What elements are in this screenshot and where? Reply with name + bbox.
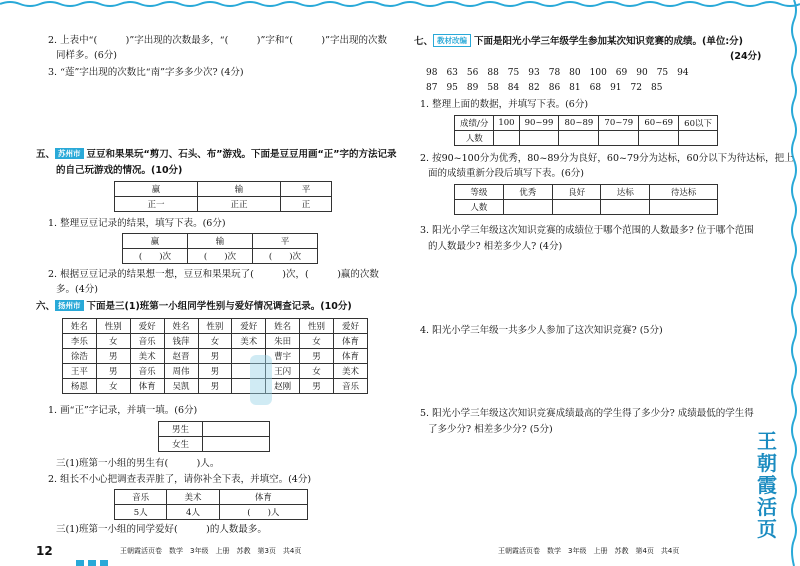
page-number: 12 [36,544,53,558]
survey-cell: 男 [96,364,130,379]
survey-header: 姓名 [63,319,97,334]
survey-cell: 女 [300,364,334,379]
section-6-q2: 2. 组长不小心把调查表弄脏了，请你补全下表，并填空。(4分) [48,474,312,485]
survey-cell: 音乐 [334,379,368,394]
survey-cell: 赵刚 [266,379,300,394]
range-header: 100 [494,116,519,131]
survey-cell: 男 [198,364,232,379]
hobby-table [114,489,308,520]
survey-cell: 女 [96,334,130,349]
survey-table [62,318,368,394]
section-7-q3: 3. 阳光小学三年级这次知识竞赛的成绩位于哪个范围的人数最多? 位于哪个范围 [420,225,754,236]
footer-bar [76,560,84,566]
section-7-q3-cont: 的人数最少? 相差多少人? (4分) [428,241,563,252]
section-7-title-text: 下面是阳光小学三年级学生参加某次知识竞赛的成绩。(单位:分) [474,36,743,47]
top-wave-border [0,0,800,14]
survey-cell: 男 [96,349,130,364]
range-header: 90~99 [519,116,559,131]
tally-value: 正 [281,197,332,212]
survey-cell: 赵晋 [164,349,198,364]
section-7-points: (24分) [730,51,762,62]
scores-row-2: 87 95 89 58 84 82 86 81 68 91 72 85 [426,83,663,93]
tally-table [114,181,332,212]
section-6-title [36,300,352,313]
section-7-title [414,34,743,48]
survey-cell: 体育 [334,334,368,349]
range-header: 60以下 [679,116,718,131]
survey-header: 爱好 [232,319,266,334]
survey-cell: 美术 [232,334,266,349]
brand-char: 活 [757,495,777,519]
survey-header: 爱好 [334,319,368,334]
survey-cell: 王闪 [266,364,300,379]
fill-answer-blank[interactable]: ( )次 [188,249,253,264]
survey-cell: 男 [300,379,334,394]
section-5-number: 五、 [36,149,56,160]
fill-header: 平 [253,234,318,249]
section-6-number: 六、 [36,301,56,312]
survey-cell: 体育 [130,379,164,394]
survey-cell: 音乐 [130,334,164,349]
fill-answer-blank[interactable]: ( )次 [123,249,188,264]
survey-cell: 美术 [130,349,164,364]
survey-cell: 李乐 [63,334,97,349]
range-answer-blank[interactable] [599,131,639,146]
survey-header: 姓名 [266,319,300,334]
section-6-q2-fill: 三(1)班第一小组的同学爱好( )的人数最多。 [56,524,267,535]
grade-table [454,184,718,215]
range-header: 80~89 [559,116,599,131]
brand-char: 朝 [757,451,777,475]
fill-header: 赢 [123,234,188,249]
survey-cell: 体育 [334,349,368,364]
section-6-title-text: 下面是三(1)班第一小组同学性别与爱好情况调查记录。(10分) [86,301,352,312]
survey-header: 性别 [96,319,130,334]
survey-cell: 男 [198,349,232,364]
section-6-q1-fill: 三(1)班第一小组的男生有( )人。 [56,458,220,469]
tally-header: 赢 [115,182,198,197]
survey-cell: 男 [300,349,334,364]
survey-cell: 女 [300,334,334,349]
hobby-header: 美术 [167,490,219,505]
q2-top-cont: 同样多。(6分) [56,50,117,61]
section-5-q1: 1. 整理豆豆记录的结果，填写下表。(6分) [48,218,226,229]
fill-header: 输 [188,234,253,249]
section-5-title-cont: 的自己玩游戏的情况。(10分) [56,165,183,176]
section-5-title-text: 豆豆和果果玩“剪刀、石头、布”游戏。下面是豆豆用画“正”字的方法记录 [86,149,397,160]
range-answer-blank[interactable] [494,131,519,146]
section-7-number: 七、 [414,36,434,47]
range-header: 70~79 [599,116,639,131]
range-answer-blank[interactable] [679,131,718,146]
grade-answer-blank[interactable] [503,200,552,215]
grade-answer-blank[interactable] [601,200,650,215]
gender-table [158,421,270,452]
survey-cell: 曹宇 [266,349,300,364]
brand-char: 王 [757,429,777,453]
footer-bar [88,560,96,566]
hobby-value: 4人 [167,505,219,520]
tally-fill-table [122,233,318,264]
survey-cell: 女 [198,334,232,349]
survey-cell: 吴凯 [164,379,198,394]
survey-cell: 朱田 [266,334,300,349]
tally-header: 平 [281,182,332,197]
brand-char: 页 [757,517,777,541]
range-answer-blank[interactable] [559,131,599,146]
survey-cell: 周伟 [164,364,198,379]
section-7-q1: 1. 整理上面的数据，并填写下表。(6分) [420,99,589,110]
brand-char: 霞 [757,473,777,497]
textbook-tag: 教材改编 [433,34,471,47]
grade-header: 良好 [552,185,601,200]
brand-logo [752,430,782,540]
survey-cell: 杨恩 [63,379,97,394]
score-range-table [454,115,718,146]
grade-row-label: 人数 [455,200,504,215]
tally-value: 正正 [198,197,281,212]
survey-header: 爱好 [130,319,164,334]
left-footer: 王朝霞活页卷 数学 3年级 上册 苏教 第3页 共4页 [120,547,302,555]
grade-header: 优秀 [503,185,552,200]
smudge-mark [250,355,272,405]
range-answer-blank[interactable] [519,131,559,146]
footer-bar [100,560,108,566]
scores-row-1: 98 63 56 88 75 93 78 80 100 69 90 75 94 [426,68,689,78]
grade-header: 达标 [601,185,650,200]
gender-answer-blank[interactable] [203,422,270,437]
survey-cell: 女 [96,379,130,394]
section-5-q2-cont: 多。(4分) [56,284,98,295]
q2-top-text: 2. 上表中“( )”字出现的次数最多，“( )”字和“( )”字出现的次数 [48,35,387,46]
range-row-label: 人数 [455,131,494,146]
right-footer: 王朝霞活页卷 数学 3年级 上册 苏教 第4页 共4页 [498,547,680,555]
section-7-q5-cont: 了多少分? 相差多少分? (5分) [428,424,553,435]
hobby-header: 音乐 [115,490,167,505]
gender-label: 男生 [159,422,203,437]
survey-header: 性别 [300,319,334,334]
range-header: 成绩/分 [455,116,494,131]
grade-header: 等级 [455,185,504,200]
section-5-title [36,148,397,161]
grade-answer-blank[interactable] [650,200,718,215]
survey-cell: 音乐 [130,364,164,379]
tally-header: 输 [198,182,281,197]
right-wave-border [786,0,800,566]
tally-value: 正一 [115,197,198,212]
survey-cell: 徐浩 [63,349,97,364]
survey-header: 姓名 [164,319,198,334]
gender-label: 女生 [159,437,203,452]
range-header: 60~69 [639,116,679,131]
section-7-q4: 4. 阳光小学三年级一共多少人参加了这次知识竞赛? (5分) [420,325,663,336]
hobby-value: 5人 [115,505,167,520]
grade-header: 待达标 [650,185,718,200]
region-tag-yangzhou: 扬州市 [55,300,84,311]
survey-cell: 美术 [334,364,368,379]
region-tag-suzhou: 苏州市 [55,148,84,159]
range-answer-blank[interactable] [639,131,679,146]
gender-answer-blank[interactable] [203,437,270,452]
grade-answer-blank[interactable] [552,200,601,215]
survey-cell: 男 [198,379,232,394]
section-7-q2-cont: 面的成绩重新分段后填写下表。(6分) [428,168,584,179]
section-7-q2: 2. 按90~100分为优秀，80~89分为良好，60~79分为达标，60分以下为待达标，把上 [420,153,794,164]
q3-top-text: 3. “莲”字出现的次数比“南”字多多少次? (4分) [48,67,244,78]
section-7-q5: 5. 阳光小学三年级这次知识竞赛成绩最高的学生得了多少分? 成绩最低的学生得 [420,408,754,419]
survey-header: 性别 [198,319,232,334]
survey-cell: 王平 [63,364,97,379]
survey-cell: 钱萍 [164,334,198,349]
section-5-q2: 2. 根据豆豆记录的结果想一想，豆豆和果果玩了( )次，( )赢的次数 [48,269,379,280]
hobby-header: 体育 [219,490,307,505]
section-6-q1: 1. 画“正”字记录，并填一填。(6分) [48,405,198,416]
hobby-answer-blank[interactable]: ( )人 [219,505,307,520]
fill-answer-blank[interactable]: ( )次 [253,249,318,264]
